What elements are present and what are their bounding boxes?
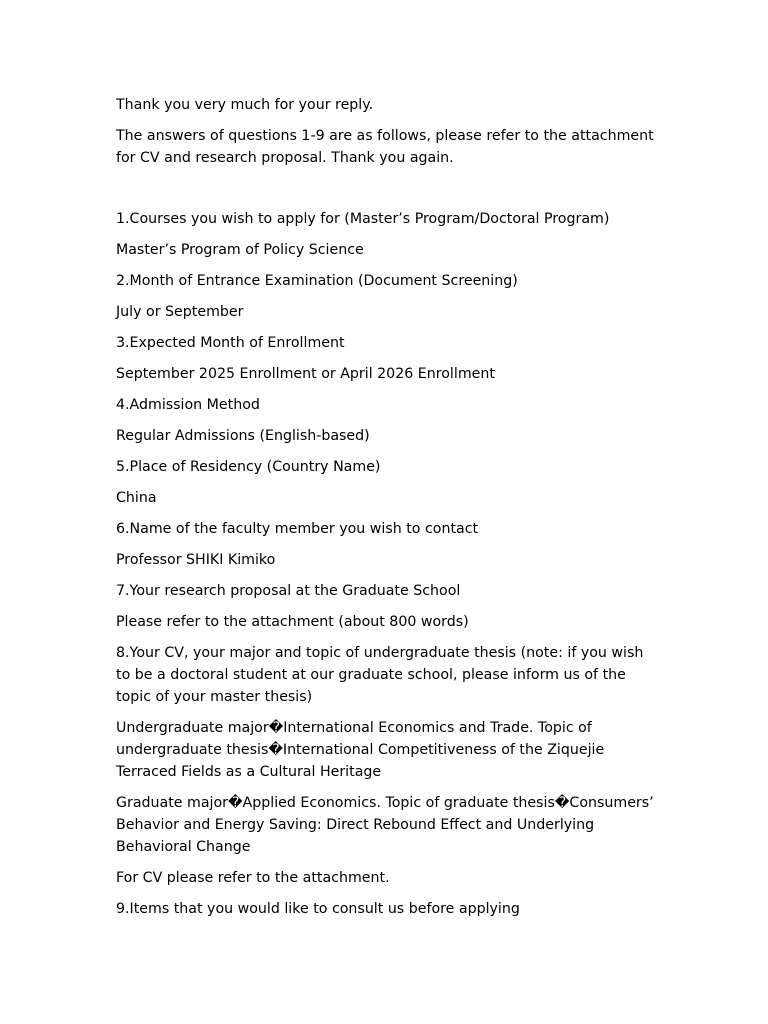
email-body [116, 94, 656, 929]
answer-1: Master’s Program of Policy Science [116, 242, 364, 258]
question-2: 2.Month of Entrance Examination (Document Screening) [116, 273, 518, 289]
answer-4: Regular Admissions (English-based) [116, 428, 370, 444]
answer-8-cv: For CV please refer to the attachment. [116, 870, 390, 886]
answer-2: July or September [116, 304, 244, 320]
answer-6: Professor SHIKI Kimiko [116, 552, 276, 568]
intro-text: The answers of questions 1-9 are as follows, please refer to the attachment for CV and research proposal. Thank you again. [116, 128, 654, 166]
question-7: 7.Your research proposal at the Graduate School [116, 583, 461, 599]
question-8: 8.Your CV, your major and topic of undergraduate thesis (note: if you wish to be a doctoral student at our graduate school, please inform us of the topic of your master thesis) [116, 645, 644, 705]
answer-7: Please refer to the attachment (about 800 words) [116, 614, 469, 630]
answer-8-graduate: Graduate major�Applied Economics. Topic of graduate thesis�Consumers’ Behavior and Energy Saving: Direct Rebound Effect and Underlying Behavioral Change [116, 795, 654, 855]
answer-8-undergraduate: Undergraduate major�International Economics and Trade. Topic of undergraduate thesis�International Competitiveness of the Ziquejie Terraced Fields as a Cultural Heritage [116, 720, 605, 780]
answer-3: September 2025 Enrollment or April 2026 Enrollment [116, 366, 495, 382]
question-9: 9.Items that you would like to consult us before applying [116, 901, 520, 917]
question-5: 5.Place of Residency (Country Name) [116, 459, 381, 475]
greeting-text: Thank you very much for your reply. [116, 97, 374, 113]
answer-5: China [116, 490, 157, 506]
question-4: 4.Admission Method [116, 397, 260, 413]
question-3: 3.Expected Month of Enrollment [116, 335, 345, 351]
question-1: 1.Courses you wish to apply for (Master’s Program/Doctoral Program) [116, 211, 610, 227]
question-6: 6.Name of the faculty member you wish to contact [116, 521, 479, 537]
